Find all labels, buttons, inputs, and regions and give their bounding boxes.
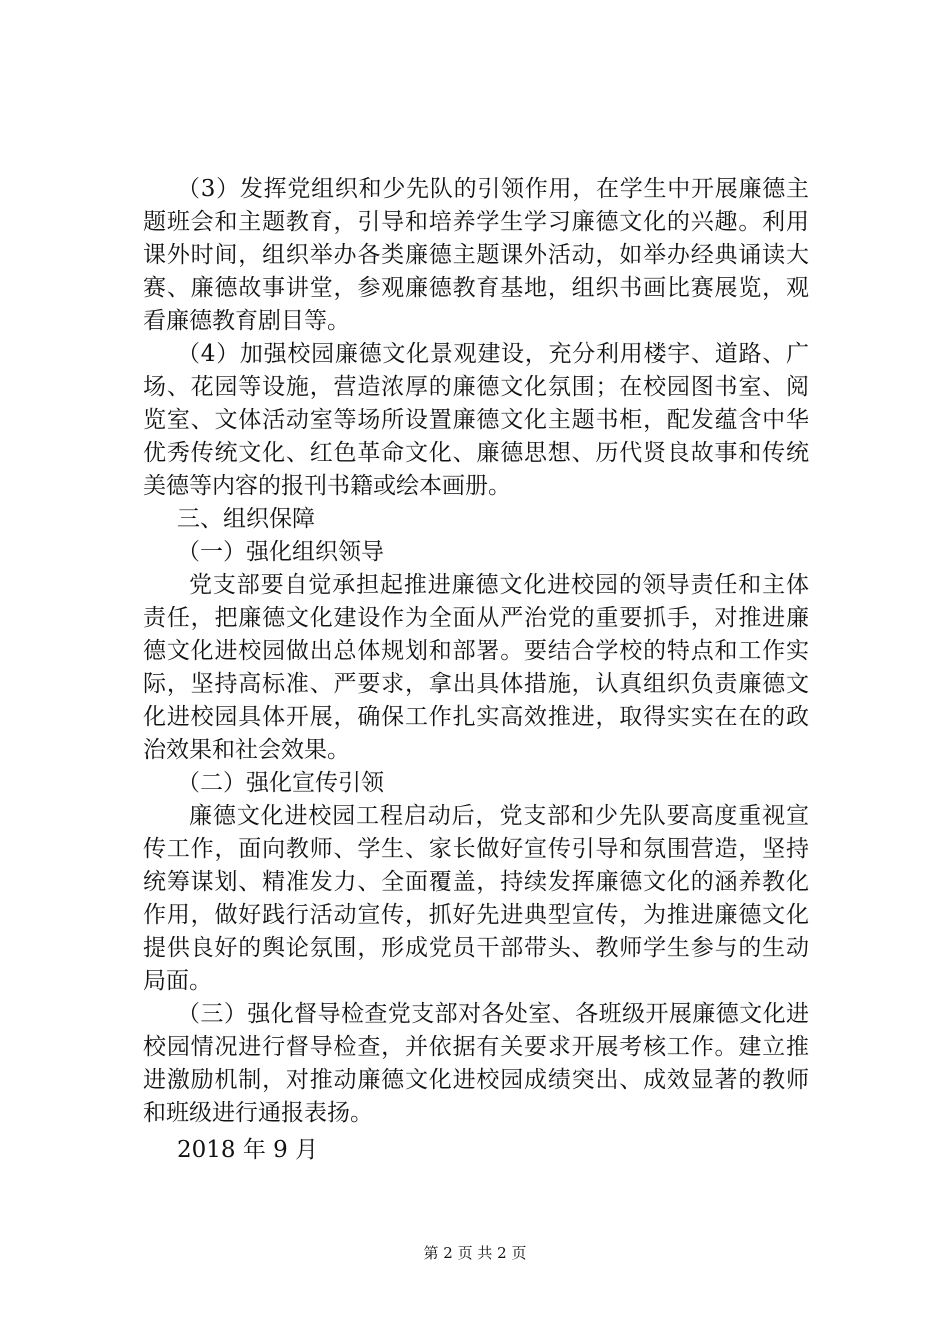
paragraph-item-4: （4）加强校园廉德文化景观建设，充分利用楼宇、道路、广场、花园等设施，营造浓厚的廉德文化氛围；在校园图书室、阅览室、文体活动室等场所设置廉德文化主题书柜，配发蕴含中华优秀传统文化、红色革命文化、廉德思想、历代贤良故事和传统美德等内容的报刊书籍或绘本画册。 (143, 341, 809, 499)
paragraph-item-3: （3）发挥党组织和少先队的引领作用，在学生中开展廉德主题班会和主题教育，引导和培养学生学习廉德文化的兴趣。利用课外时间，组织举办各类廉德主题课外活动，如举办经典诵读大赛、廉德故事讲堂，参观廉德教育基地，组织书画比赛展览，观看廉德教育剧目等。 (143, 176, 809, 334)
paragraph-leadership: 党支部要自觉承担起推进廉德文化进校园的领导责任和主体责任，把廉德文化建设作为全面从严治党的重要抓手，对推进廉德文化进校园做出总体规划和部署。要结合学校的特点和工作实际，坚持高标准、严要求，拿出具体措施，认真组织负责廉德文化进校园具体开展，确保工作扎实高效推进，取得实实在在的政治效果和社会效果。 (143, 572, 809, 763)
page-footer (0, 1243, 950, 1263)
subheading-leadership: （一）强化组织领导 (177, 539, 384, 565)
document-date: 2018 年 9 月 (177, 1137, 319, 1163)
subheading-publicity: （二）强化宣传引领 (177, 770, 384, 796)
paragraph-publicity: 廉德文化进校园工程启动后，党支部和少先队要高度重视宣传工作，面向教师、学生、家长做好宣传引导和氛围营造，坚持统筹谋划、精准发力、全面覆盖，持续发挥廉德文化的涵养教化作用，做好践行活动宣传，抓好先进典型宣传，为推进廉德文化提供良好的舆论氛围，形成党员干部带头、教师学生参与的生动局面。 (143, 803, 809, 994)
page-number-label: 第 2 页 共 2 页 (423, 1244, 527, 1262)
paragraph-supervision: （三）强化督导检查党支部对各处室、各班级开展廉德文化进校园情况进行督导检查，并依据有关要求开展考核工作。建立推进激励机制，对推动廉德文化进校园成绩突出、成效显著的教师和班级进行通报表扬。 (143, 1001, 809, 1126)
document-body (143, 173, 809, 1167)
section-heading-organization: 三、组织保障 (177, 506, 315, 532)
